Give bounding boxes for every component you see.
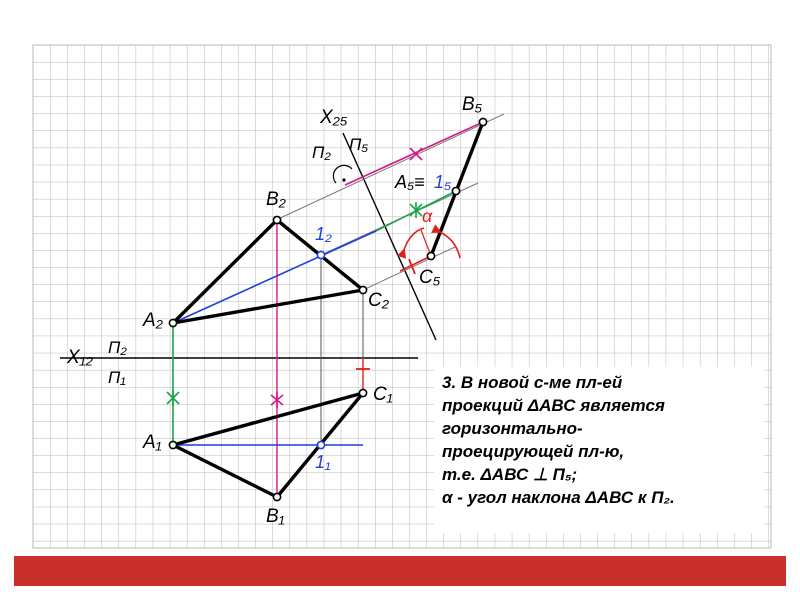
point-12 xyxy=(317,251,324,258)
label-b2: B₂ xyxy=(266,189,286,210)
label-15: 1₅ xyxy=(434,172,452,192)
point-b5 xyxy=(479,118,486,125)
point-b1 xyxy=(273,493,280,500)
footer-bar xyxy=(14,556,786,586)
label-p2-left: П₂ xyxy=(108,338,127,357)
label-a2: A₂ xyxy=(143,310,163,331)
caption-line-6: α - угол наклона ΔАВС к П₂. xyxy=(442,488,675,507)
point-a2 xyxy=(169,319,176,326)
label-12: 1₂ xyxy=(315,224,332,244)
point-c1 xyxy=(359,389,366,396)
point-b2 xyxy=(273,216,280,223)
label-x25: X₂₅ xyxy=(320,107,348,128)
caption-line-4: проецирующей пл-ю, xyxy=(442,442,625,461)
label-c5: C₅ xyxy=(419,267,441,288)
label-p2-top: П₂ xyxy=(312,143,331,162)
caption-line-1: 3. В новой с-ме пл-ей xyxy=(442,373,623,392)
label-x12: X₁₂ xyxy=(67,347,93,368)
caption-line-5: т.е. ΔАВС ⊥ П₅; xyxy=(442,465,578,484)
label-c2: C₂ xyxy=(368,290,389,311)
point-c5 xyxy=(427,252,434,259)
label-a1: A₁ xyxy=(143,432,162,453)
label-p1-left: П₁ xyxy=(108,368,126,387)
label-11: 1₁ xyxy=(315,452,331,472)
label-alpha: α xyxy=(422,206,433,226)
caption-box xyxy=(434,367,764,533)
label-c1: C₁ xyxy=(373,384,393,405)
label-p5-top: П₅ xyxy=(349,135,369,154)
point-11 xyxy=(317,441,324,448)
point-c2 xyxy=(359,286,366,293)
point-a1 xyxy=(169,441,176,448)
label-a5: A₅≡ xyxy=(395,172,425,192)
caption-line-3: горизонтально- xyxy=(442,419,583,438)
label-b5: B₅ xyxy=(462,94,483,115)
caption-line-2: проекций ΔАВС является xyxy=(442,396,665,415)
label-b1: B₁ xyxy=(266,506,285,527)
point-a5 xyxy=(452,187,459,194)
right-angle-dot xyxy=(342,178,345,181)
